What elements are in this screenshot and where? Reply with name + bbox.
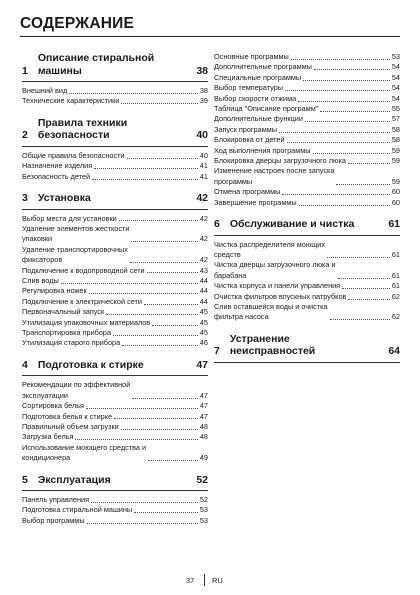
toc-entry-page: 62 xyxy=(391,312,400,322)
toc-entry-label: Использование моющего средства и кондиционера xyxy=(22,442,147,463)
section-number: 5 xyxy=(22,473,28,486)
toc-entry[interactable] xyxy=(22,495,208,505)
toc-entry-label: Выбор места для установки xyxy=(22,213,117,223)
dot-leader xyxy=(113,335,198,336)
toc-entry-page: 44 xyxy=(199,275,208,285)
section-number: 6 xyxy=(214,218,220,231)
toc-entry[interactable] xyxy=(22,318,208,328)
toc-entry[interactable] xyxy=(22,172,208,182)
toc-entry-label: Дополнительные программы xyxy=(214,62,312,72)
section-heading[interactable] xyxy=(214,333,400,358)
toc-entry-label: Общие правила безопасности xyxy=(22,150,125,160)
toc-entry[interactable] xyxy=(22,224,208,245)
section-page: 38 xyxy=(196,64,208,77)
toc-section xyxy=(22,474,208,527)
toc-entry-label: Основные программы xyxy=(214,52,289,61)
dot-leader xyxy=(342,288,390,289)
toc-entry[interactable] xyxy=(22,432,208,442)
toc-entry[interactable] xyxy=(214,135,400,145)
footer-language: RU xyxy=(212,576,223,585)
toc-entry[interactable] xyxy=(22,297,208,307)
dot-leader xyxy=(336,184,389,185)
footer-separator xyxy=(204,574,205,586)
toc-entry-label: Транспортировка прибора xyxy=(22,328,112,337)
section-rule xyxy=(214,362,400,363)
dot-leader xyxy=(134,512,198,513)
section-page: 42 xyxy=(196,192,208,205)
dot-leader xyxy=(279,132,390,133)
section-heading[interactable] xyxy=(22,474,208,487)
dot-leader xyxy=(327,257,390,258)
toc-entry[interactable] xyxy=(214,52,400,62)
dot-leader xyxy=(69,93,198,94)
toc-entry-label: Блокировка дверцы загрузочного люка xyxy=(214,156,346,166)
section-number: 7 xyxy=(214,345,220,358)
toc-entry-page: 45 xyxy=(199,328,208,337)
toc-entry[interactable] xyxy=(214,166,400,187)
toc-section xyxy=(22,359,208,464)
title-rule xyxy=(20,36,400,37)
section-number: 1 xyxy=(22,64,28,77)
section-title: Подготовка к стирке xyxy=(37,358,144,371)
section-number: 4 xyxy=(22,358,28,371)
toc-entry-label: Сортировка белья xyxy=(22,401,84,411)
toc-entry-page: 52 xyxy=(199,495,208,505)
toc-entry-page: 61 xyxy=(391,281,400,291)
toc-entry[interactable] xyxy=(22,214,208,224)
toc-entry-page: 42 xyxy=(199,213,208,223)
dot-leader xyxy=(114,418,198,419)
toc-entry[interactable] xyxy=(214,260,400,281)
dot-leader xyxy=(89,293,198,294)
dot-leader xyxy=(287,142,390,143)
toc-entry[interactable] xyxy=(214,156,400,166)
toc-entry-page: 58 xyxy=(391,135,400,145)
toc-entry-label: Чистка дверцы загрузочного люка и барабана xyxy=(214,260,336,280)
toc-entry-page: 53 xyxy=(199,505,208,515)
toc-entry-label: Очистка фильтров впускных патрубков xyxy=(214,291,347,301)
toc-entry[interactable] xyxy=(214,83,400,93)
toc-entry-label: Отмена программы xyxy=(214,187,281,197)
toc-entry-page: 46 xyxy=(199,338,208,348)
dot-leader xyxy=(94,168,198,169)
toc-section xyxy=(214,218,400,323)
toc-entry[interactable] xyxy=(214,125,400,135)
toc-entry-page: 43 xyxy=(199,265,208,275)
toc-entry-page: 54 xyxy=(391,62,400,72)
dot-leader xyxy=(313,153,390,154)
toc-entry[interactable] xyxy=(22,380,208,401)
dot-leader xyxy=(127,158,198,159)
toc-entry-page: 60 xyxy=(391,187,400,197)
toc-entry-page: 62 xyxy=(391,291,400,301)
dot-leader xyxy=(106,314,198,315)
section-rule xyxy=(22,81,208,82)
dot-leader xyxy=(299,205,390,206)
section-number: 3 xyxy=(22,192,28,205)
toc-entry-label: Назначение изделия xyxy=(22,161,93,171)
footer-page-number: 37 xyxy=(186,576,195,585)
toc-entry-page: 45 xyxy=(199,317,208,327)
section-page: 47 xyxy=(196,358,208,371)
dot-leader xyxy=(132,398,198,399)
toc-entry-page: 39 xyxy=(199,96,208,106)
dot-leader xyxy=(92,179,198,180)
toc-continued-entries xyxy=(214,52,400,208)
toc-entry[interactable] xyxy=(214,281,400,291)
section-title: Устранение неисправностей xyxy=(229,332,316,358)
dot-leader xyxy=(303,80,390,81)
toc-entry[interactable] xyxy=(22,443,208,464)
section-page: 61 xyxy=(388,218,400,231)
toc-entry-page: 44 xyxy=(199,296,208,306)
toc-entry-label: Технические характеристики xyxy=(22,96,120,106)
toc-entry-label: Панель управления xyxy=(22,495,90,505)
toc-entry-label: Ход выполнения программы xyxy=(214,145,311,155)
toc-entry-page: 42 xyxy=(199,234,208,244)
dot-leader xyxy=(87,523,198,524)
section-title: Описание стиральной машины xyxy=(37,52,155,77)
dot-leader xyxy=(144,304,198,305)
section-rule xyxy=(22,375,208,376)
toc-entry-page: 47 xyxy=(199,411,208,421)
section-rule xyxy=(22,146,208,147)
toc-column-right xyxy=(214,52,400,373)
toc-entry[interactable] xyxy=(214,292,400,302)
toc-entry-page: 53 xyxy=(199,515,208,525)
toc-entry-page: 54 xyxy=(391,83,400,93)
toc-entry-label: Загрузка белья xyxy=(22,432,74,442)
section-heading[interactable] xyxy=(22,192,208,205)
dot-leader xyxy=(348,299,389,300)
toc-entry-label: Выбор скорости отжима xyxy=(214,93,297,103)
toc-entry-label: Завершение программы xyxy=(214,197,297,207)
dot-leader xyxy=(152,325,198,326)
toc-entry-label: Удаление транспортировочных фиксаторов xyxy=(22,244,128,265)
toc-entry-label: Специальные программы xyxy=(214,72,302,82)
toc-entry-page: 47 xyxy=(199,401,208,411)
dot-leader xyxy=(348,163,390,164)
toc-entry-page: 40 xyxy=(199,150,208,160)
toc-entry-page: 59 xyxy=(391,156,400,166)
dot-leader xyxy=(147,272,198,273)
toc-entry-page: 55 xyxy=(391,104,400,114)
toc-entry[interactable] xyxy=(214,73,400,83)
toc-entry-label: Таблица "Описание программ" xyxy=(214,104,319,114)
toc-entry-label: Изменение настроек после запуска программы xyxy=(214,166,335,186)
toc-entry[interactable] xyxy=(22,266,208,276)
toc-entry[interactable] xyxy=(214,187,400,197)
dot-leader xyxy=(119,220,198,221)
toc-entry-label: Слив оставшейся воды и очистка фильтра насоса xyxy=(214,302,328,322)
toc-entry[interactable] xyxy=(214,104,400,114)
toc-entry-page: 41 xyxy=(199,171,208,181)
dot-leader xyxy=(75,439,197,440)
toc-entry-label: Правильный объем загрузки xyxy=(22,421,119,431)
toc-entry[interactable] xyxy=(22,245,208,266)
toc-entry-label: Безопасность детей xyxy=(22,171,91,181)
section-number: 2 xyxy=(22,129,28,142)
section-heading[interactable] xyxy=(22,52,208,77)
toc-entry-label: Подключение к электрической сети xyxy=(22,296,142,306)
dot-leader xyxy=(320,111,390,112)
section-rule xyxy=(22,209,208,210)
toc-entry-page: 45 xyxy=(199,307,208,317)
toc-entry-page: 48 xyxy=(199,421,208,431)
toc-entry-label: Запуск программы xyxy=(214,124,277,134)
toc-entry[interactable] xyxy=(214,240,400,261)
toc-entry-label: Подготовка белья к стирке xyxy=(22,411,113,421)
dot-leader xyxy=(91,502,198,503)
toc-entry-page: 61 xyxy=(391,250,400,259)
toc-entry[interactable] xyxy=(214,62,400,72)
dot-leader xyxy=(131,241,197,242)
section-rule xyxy=(22,490,208,491)
toc-entry[interactable] xyxy=(22,505,208,515)
toc-entry-label: Внешний вид xyxy=(22,86,68,95)
toc-entry[interactable] xyxy=(214,114,400,124)
dot-leader xyxy=(285,90,390,91)
toc-entry-page: 59 xyxy=(391,176,400,186)
toc-section xyxy=(214,333,400,363)
toc-entry[interactable] xyxy=(22,161,208,171)
toc-entry-page: 49 xyxy=(199,453,208,463)
toc-entry[interactable] xyxy=(22,338,208,348)
toc-entry-page: 61 xyxy=(391,270,400,280)
toc-entry-page: 59 xyxy=(391,145,400,155)
toc-entry-page: 41 xyxy=(199,161,208,171)
toc-entry[interactable] xyxy=(214,302,400,323)
toc-section xyxy=(22,117,208,182)
toc-entry-page: 42 xyxy=(199,255,208,265)
dot-leader xyxy=(130,262,198,263)
toc-entry-label: Выбор температуры xyxy=(214,83,284,93)
toc-entry[interactable] xyxy=(214,94,400,104)
section-rule xyxy=(214,235,400,236)
section-title: Эксплуатация xyxy=(37,473,111,486)
toc-entry-label: Выбор программы xyxy=(22,515,85,525)
toc-entry-page: 54 xyxy=(391,72,400,82)
dot-leader xyxy=(305,121,390,122)
dot-leader xyxy=(338,278,390,279)
toc-entry-page: 57 xyxy=(391,114,400,124)
toc-entry[interactable] xyxy=(22,276,208,286)
section-page: 40 xyxy=(196,129,208,142)
toc-entry[interactable] xyxy=(22,151,208,161)
toc-entry[interactable] xyxy=(214,146,400,156)
toc-entry-label: Подготовка стиральной машины xyxy=(22,505,133,515)
toc-entry-page: 38 xyxy=(199,86,208,95)
dot-leader xyxy=(330,319,390,320)
dot-leader xyxy=(282,194,390,195)
dot-leader xyxy=(121,429,198,430)
toc-entry-page: 53 xyxy=(391,52,400,61)
section-page: 64 xyxy=(388,345,400,358)
dot-leader xyxy=(61,283,198,284)
toc-entry-label: Подключение к водопроводной сети xyxy=(22,265,145,275)
toc-entry-page: 44 xyxy=(199,286,208,296)
dot-leader xyxy=(121,103,198,104)
toc-entry[interactable] xyxy=(22,412,208,422)
dot-leader xyxy=(314,69,390,70)
toc-entry[interactable] xyxy=(22,328,208,338)
dot-leader xyxy=(291,59,390,60)
toc-entry[interactable] xyxy=(22,286,208,296)
toc-section xyxy=(22,52,208,107)
section-title: Обслуживание и чистка xyxy=(229,218,355,231)
toc-entry[interactable] xyxy=(22,96,208,106)
toc-entry-page: 60 xyxy=(391,197,400,207)
toc-entry[interactable] xyxy=(22,422,208,432)
toc-entry-page: 58 xyxy=(391,124,400,134)
toc-entry-page: 54 xyxy=(391,93,400,103)
toc-entry-label: Слив воды xyxy=(22,275,59,285)
dot-leader xyxy=(86,408,198,409)
toc-entry-label: Блокировка от детей xyxy=(214,135,285,145)
toc-entry-label: Утилизация старого прибора xyxy=(22,338,121,348)
dot-leader xyxy=(298,101,390,102)
toc-entry-label: Первоначальный запуск xyxy=(22,307,105,317)
toc-entry-label: Чистка распределителя моющих средств xyxy=(214,239,326,259)
toc-entry-label: Утилизация упаковочных материалов xyxy=(22,317,151,327)
page-title: СОДЕРЖАНИЕ xyxy=(20,15,135,32)
toc-entry-label: Дополнительные функции xyxy=(214,114,303,124)
toc-section xyxy=(22,192,208,349)
section-title: Установка xyxy=(37,192,91,205)
toc-entry-label: Регулировка ножек xyxy=(22,286,87,296)
toc-entry-page: 48 xyxy=(199,432,208,442)
section-heading[interactable] xyxy=(22,117,208,142)
toc-entry-label: Рекомендации по эффективной эксплуатации xyxy=(22,380,131,400)
toc-entry-label: Удаление элементов жесткости упаковки xyxy=(22,223,130,244)
toc-entry[interactable] xyxy=(22,401,208,411)
toc-entry-page: 47 xyxy=(199,390,208,400)
section-page: 52 xyxy=(196,473,208,486)
toc-entry[interactable] xyxy=(214,198,400,208)
dot-leader xyxy=(148,460,198,461)
toc-entry[interactable] xyxy=(22,307,208,317)
dot-leader xyxy=(122,345,198,346)
section-heading[interactable] xyxy=(22,359,208,372)
toc-column-left xyxy=(22,52,208,536)
toc-entry-label: Чистка корпуса и панели управления xyxy=(214,281,341,291)
section-title: Правила техники безопасности xyxy=(37,116,128,142)
toc-entry[interactable] xyxy=(22,516,208,526)
section-heading[interactable] xyxy=(214,218,400,231)
toc-entry[interactable] xyxy=(22,86,208,96)
